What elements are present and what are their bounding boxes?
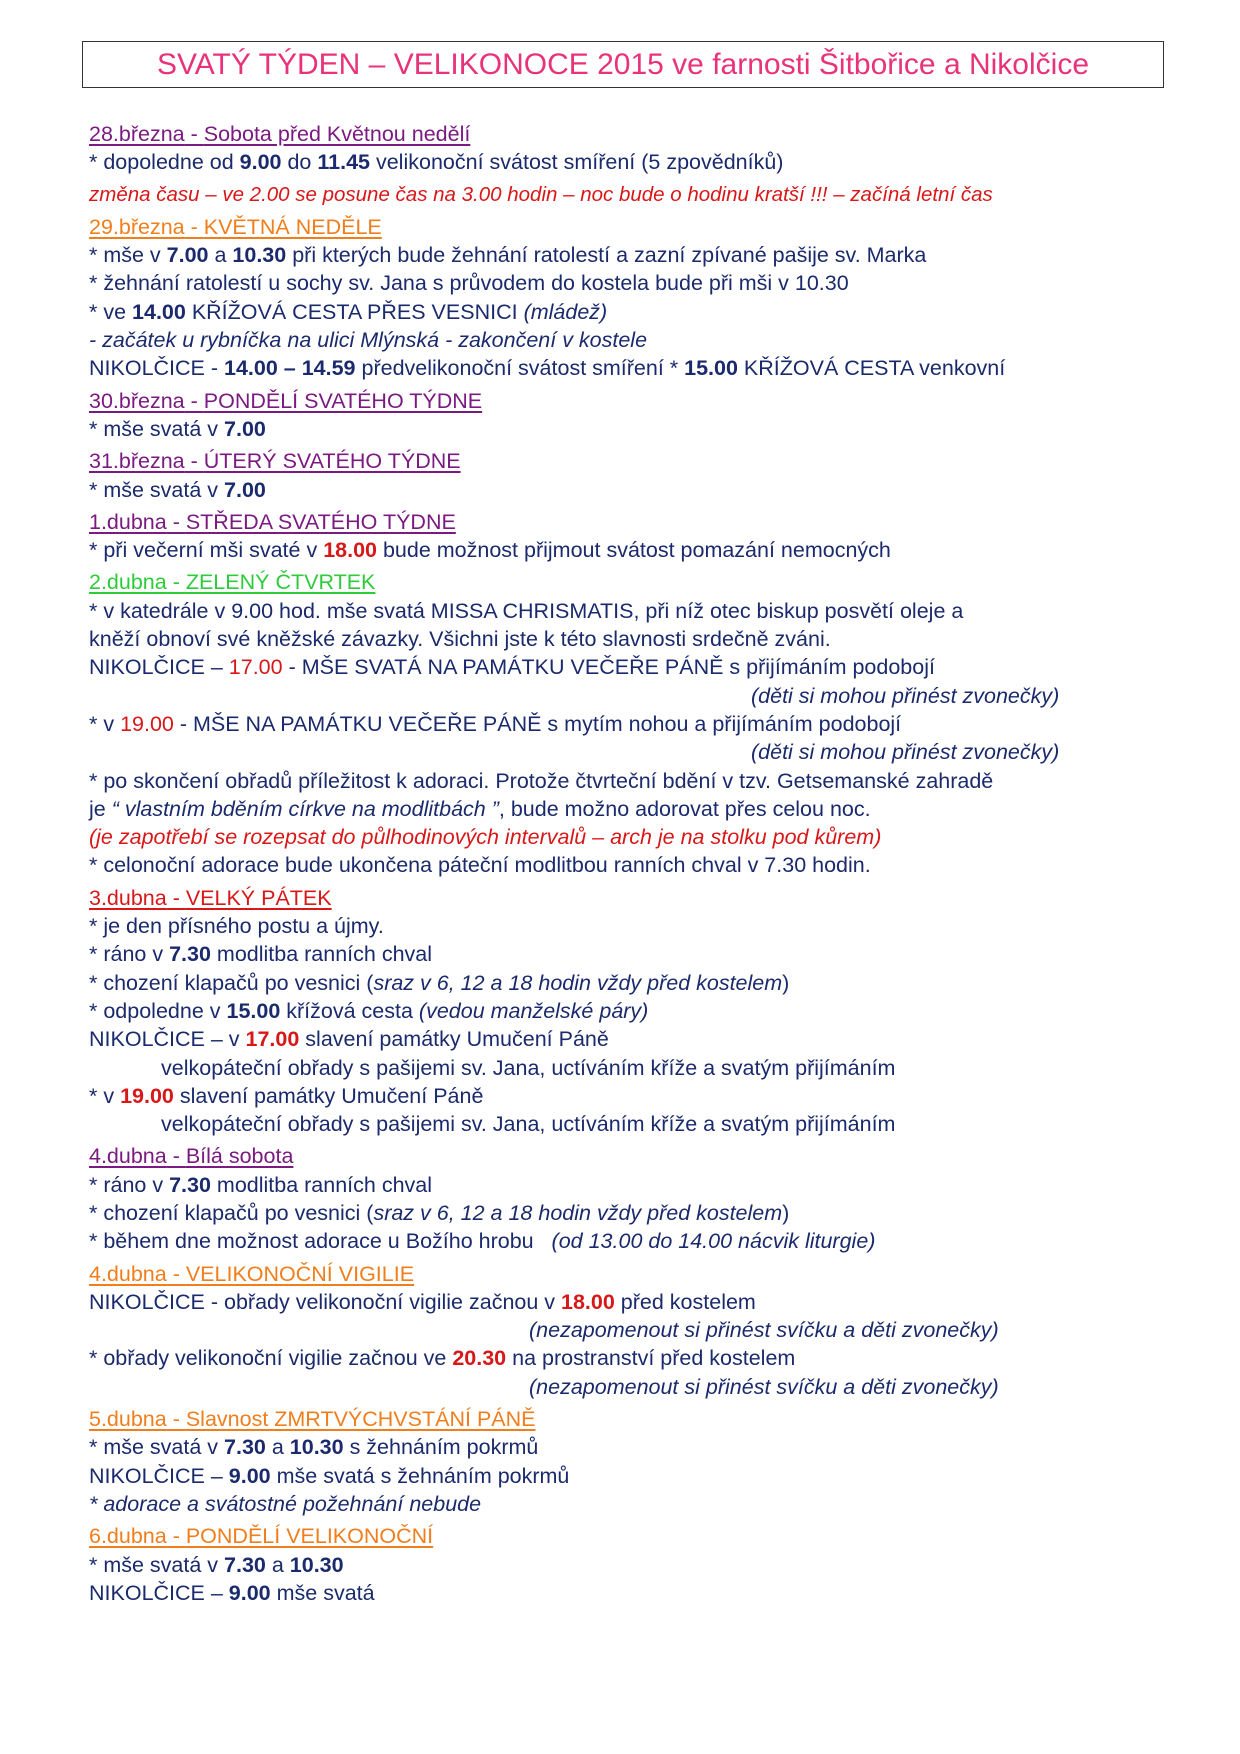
heading-date: 6.dubna: [89, 1524, 167, 1549]
line: [89, 1171, 1189, 1199]
page-title: [82, 41, 1164, 88]
text: slavení památky Umučení Páně: [299, 1027, 609, 1052]
text: * mše v: [89, 243, 167, 268]
heading-3-april: [89, 884, 1189, 912]
text: * odpoledne v: [89, 998, 227, 1023]
heading-31-march: [89, 447, 1189, 475]
text: * ve: [89, 299, 133, 324]
heading-date: 28.března: [89, 122, 185, 146]
time: 14.00 – 14.59: [224, 356, 356, 381]
text: s žehnáním pokrmů: [343, 1435, 539, 1460]
line: * žehnání ratolestí u sochy sv. Jana s průvodem do kostela bude při mši v 10.30: [89, 271, 849, 296]
heading-28-march: [89, 120, 1189, 148]
line: (je zapotřebí se rozepsat do půlhodinových intervalů – arch je na stolku pod kůrem): [89, 825, 882, 850]
text: * obřady velikonoční vigilie začnou ve: [89, 1346, 453, 1371]
text: * chození klapačů po vesnici (: [89, 1200, 374, 1225]
line: * po skončení obřadů příležitost k adoraci. Protože čtvrteční bdění v tzv. Getsemanské zahradě: [89, 768, 994, 793]
text: * ráno v: [89, 942, 170, 967]
text: NIKOLČICE –: [89, 655, 229, 680]
time: 9.00: [228, 1463, 271, 1488]
time: 7.30: [169, 1172, 211, 1197]
heading-sep: -: [184, 122, 204, 146]
line: (nezapomenout si přinést svíčku a děti zvonečky): [529, 1374, 999, 1399]
heading-sep: -: [166, 1261, 186, 1286]
text: mše svatá: [270, 1580, 375, 1605]
text: * mše svatá v: [89, 477, 225, 502]
heading-sep: -: [166, 1144, 186, 1169]
line: [89, 415, 1189, 443]
text: velikonoční svátost smíření (5 zpovědníků): [370, 150, 784, 175]
line: [89, 1025, 1189, 1053]
time: 15.00: [226, 998, 281, 1023]
line: [89, 476, 1189, 504]
line: - začátek u rybníčka na ulici Mlýnská - zakončení v kostele: [89, 328, 648, 353]
text: * při večerní mši svaté v: [89, 538, 324, 563]
text: * mše svatá v: [89, 1435, 225, 1460]
text: * mše svatá v: [89, 416, 225, 441]
line: [89, 354, 1189, 382]
text: - MŠE SVATÁ NA PAMÁTKU VEČEŘE PÁNĚ s přijímáním podobojí: [282, 655, 935, 680]
heading-sep: -: [184, 449, 204, 474]
text: předvelikonoční svátost smíření *: [355, 356, 685, 381]
line: (nezapomenout si přinést svíčku a děti zvonečky): [529, 1318, 999, 1343]
text: * v: [89, 1083, 121, 1108]
text: je: [89, 796, 112, 821]
line: [89, 1199, 1189, 1227]
line: [89, 710, 1189, 738]
text: ): [782, 1200, 790, 1225]
line: [89, 1579, 1189, 1607]
heading-name: ZELENÝ ČTVRTEK: [185, 570, 376, 595]
time: 19.00: [120, 711, 174, 736]
line: [89, 795, 1189, 823]
heading-name: STŘEDA SVATÉHO TÝDNE: [185, 509, 456, 534]
heading-sep: -: [184, 214, 204, 239]
heading-date: 1.dubna: [89, 509, 167, 534]
heading-name: PONDĚLÍ VELIKONOČNÍ: [185, 1524, 434, 1549]
heading-4-april-holy-saturday: [89, 1142, 1189, 1170]
line: [89, 298, 1189, 326]
heading-name: PONDĚLÍ SVATÉHO TÝDNE: [203, 388, 483, 413]
text: * během dne možnost adorace u Božího hrobu: [89, 1229, 552, 1254]
title-text: SVATÝ TÝDEN – VELIKONOCE 2015 ve farnosti Šitbořice a Nikolčice: [156, 47, 1090, 81]
text: před kostelem: [614, 1289, 756, 1314]
heading-5-april: [89, 1405, 1189, 1433]
line: * je den přísného postu a újmy.: [89, 914, 384, 939]
line: [89, 997, 1189, 1025]
text: KŘÍŽOVÁ CESTA PŘES VESNICI: [185, 299, 524, 324]
text: při kterých bude žehnání ratolestí a zazní zpívané pašije sv. Marka: [286, 243, 927, 268]
line: [89, 940, 1189, 968]
time: 7.30: [224, 1552, 266, 1577]
line: kněží obnoví své kněžské závazky. Všichni jste k této slavnosti srdečně zváni.: [89, 627, 831, 652]
line: [89, 1551, 1189, 1579]
line: [89, 241, 1189, 269]
heading-name: Slavnost ZMRTVÝCHVSTÁNÍ PÁNĚ: [185, 1407, 536, 1432]
note: (od 13.00 do 14.00 nácvik liturgie): [551, 1229, 876, 1254]
line: [89, 1082, 1189, 1110]
heading-date: 2.dubna: [89, 570, 167, 595]
line: [89, 969, 1189, 997]
heading-name: VELIKONOČNÍ VIGILIE: [185, 1261, 415, 1286]
heading-name: KVĚTNÁ NEDĚLE: [203, 214, 382, 239]
heading-sep: -: [166, 509, 186, 534]
time-change-note: změna času – ve 2.00 se posune čas na 3.00 hodin – noc bude o hodinu kratší !!! – začíná letní čas: [89, 182, 993, 206]
heading-sep: -: [166, 1524, 186, 1549]
heading-date: 30.března: [89, 388, 185, 413]
heading-date: 4.dubna: [89, 1144, 167, 1169]
line: [89, 148, 1189, 176]
heading-sep: -: [166, 570, 186, 595]
text: bude možnost přijmout svátost pomazání nemocných: [377, 538, 891, 563]
heading-name: Sobota před Květnou nedělí: [203, 122, 471, 146]
line: * adorace a svátostné požehnání nebude: [89, 1491, 482, 1516]
time: 10.30: [289, 1435, 344, 1460]
line: [89, 1227, 1189, 1255]
time: 14.00: [132, 299, 186, 324]
time: 10.30: [289, 1552, 344, 1577]
text: do: [281, 150, 318, 175]
heading-date: 4.dubna: [89, 1261, 167, 1286]
text: NIKOLČICE –: [89, 1580, 229, 1605]
text: * dopoledne od: [89, 150, 240, 175]
text: a: [208, 243, 233, 268]
time: 10.30: [232, 243, 287, 268]
line: (děti si mohou přinést zvonečky): [751, 740, 1060, 765]
line: * v katedrále v 9.00 hod. mše svatá MISSA CHRISMATIS, při níž otec biskup posvětí oleje a: [89, 598, 964, 623]
text: KŘÍŽOVÁ CESTA venkovní: [737, 356, 1006, 381]
heading-name: ÚTERÝ SVATÉHO TÝDNE: [203, 449, 461, 474]
text: modlitba ranních chval: [210, 1172, 433, 1197]
heading-4-april-vigil: [89, 1260, 1189, 1288]
text: křížová cesta: [280, 998, 419, 1023]
schedule: [89, 120, 1189, 1607]
quote: “ vlastním bděním církve na modlitbách ”: [111, 796, 499, 821]
text: NIKOLČICE -: [89, 356, 224, 381]
heading-date: 5.dubna: [89, 1407, 167, 1432]
heading-2-april: [89, 568, 1189, 596]
time: 11.45: [317, 150, 370, 175]
note: sraz v 6, 12 a 18 hodin vždy před kostelem: [373, 970, 783, 995]
time: 7.00: [224, 416, 266, 441]
line: (děti si mohou přinést zvonečky): [751, 683, 1060, 708]
line: * celonoční adorace bude ukončena páteční modlitbou ranních chval v 7.30 hodin.: [89, 853, 871, 878]
heading-sep: -: [184, 388, 204, 413]
time: 18.00: [561, 1289, 615, 1314]
text: NIKOLČICE –: [89, 1463, 229, 1488]
time: 15.00: [684, 356, 738, 381]
time: 7.30: [169, 942, 211, 967]
text: ): [782, 970, 790, 995]
text: NIKOLČICE - obřady velikonoční vigilie začnou v: [89, 1289, 562, 1314]
line: [89, 1462, 1189, 1490]
line: velkopáteční obřady s pašijemi sv. Jana, uctíváním kříže a svatým přijímáním: [161, 1112, 896, 1137]
text: - MŠE NA PAMÁTKU VEČEŘE PÁNĚ s mytím nohou a přijímáním podobojí: [173, 711, 902, 736]
time: 7.30: [224, 1435, 266, 1460]
heading-date: 3.dubna: [89, 885, 167, 910]
heading-6-april: [89, 1522, 1189, 1550]
time: 7.00: [166, 243, 209, 268]
note: (mládež): [523, 299, 608, 324]
line: [89, 1344, 1189, 1372]
heading-sep: -: [166, 1407, 186, 1432]
heading-name: VELKÝ PÁTEK: [185, 885, 332, 910]
time: 17.00: [228, 655, 283, 680]
time: 18.00: [323, 538, 377, 563]
heading-date: 31.března: [89, 449, 185, 474]
heading-sep: -: [166, 885, 186, 910]
heading-29-march: [89, 213, 1189, 241]
heading-date: 29.března: [89, 214, 185, 239]
line: [89, 536, 1189, 564]
heading-name: Bílá sobota: [185, 1144, 294, 1169]
note: sraz v 6, 12 a 18 hodin vždy před kostelem: [373, 1200, 783, 1225]
text: modlitba ranních chval: [210, 942, 433, 967]
text: mše svatá s žehnáním pokrmů: [270, 1463, 570, 1488]
text: a: [265, 1552, 290, 1577]
time: 7.00: [224, 477, 266, 502]
time: 9.00: [239, 150, 282, 175]
time: 20.30: [452, 1346, 507, 1371]
line: [89, 1433, 1189, 1461]
text: slavení památky Umučení Páně: [173, 1083, 484, 1108]
time: 19.00: [120, 1083, 174, 1108]
heading-30-march: [89, 387, 1189, 415]
text: * chození klapačů po vesnici (: [89, 970, 374, 995]
text: , bude možno adorovat přes celou noc.: [498, 796, 871, 821]
text: * ráno v: [89, 1172, 170, 1197]
text: * mše svatá v: [89, 1552, 225, 1577]
time: 9.00: [228, 1580, 271, 1605]
text: a: [265, 1435, 290, 1460]
line: velkopáteční obřady s pašijemi sv. Jana, uctíváním kříže a svatým přijímáním: [161, 1055, 896, 1080]
line: [89, 1288, 1189, 1316]
time: 17.00: [245, 1027, 300, 1052]
text: na prostranství před kostelem: [506, 1346, 796, 1371]
text: NIKOLČICE – v: [89, 1027, 246, 1052]
heading-1-april: [89, 508, 1189, 536]
line: [89, 653, 1189, 681]
note: (vedou manželské páry): [418, 998, 649, 1023]
text: * v: [89, 711, 121, 736]
